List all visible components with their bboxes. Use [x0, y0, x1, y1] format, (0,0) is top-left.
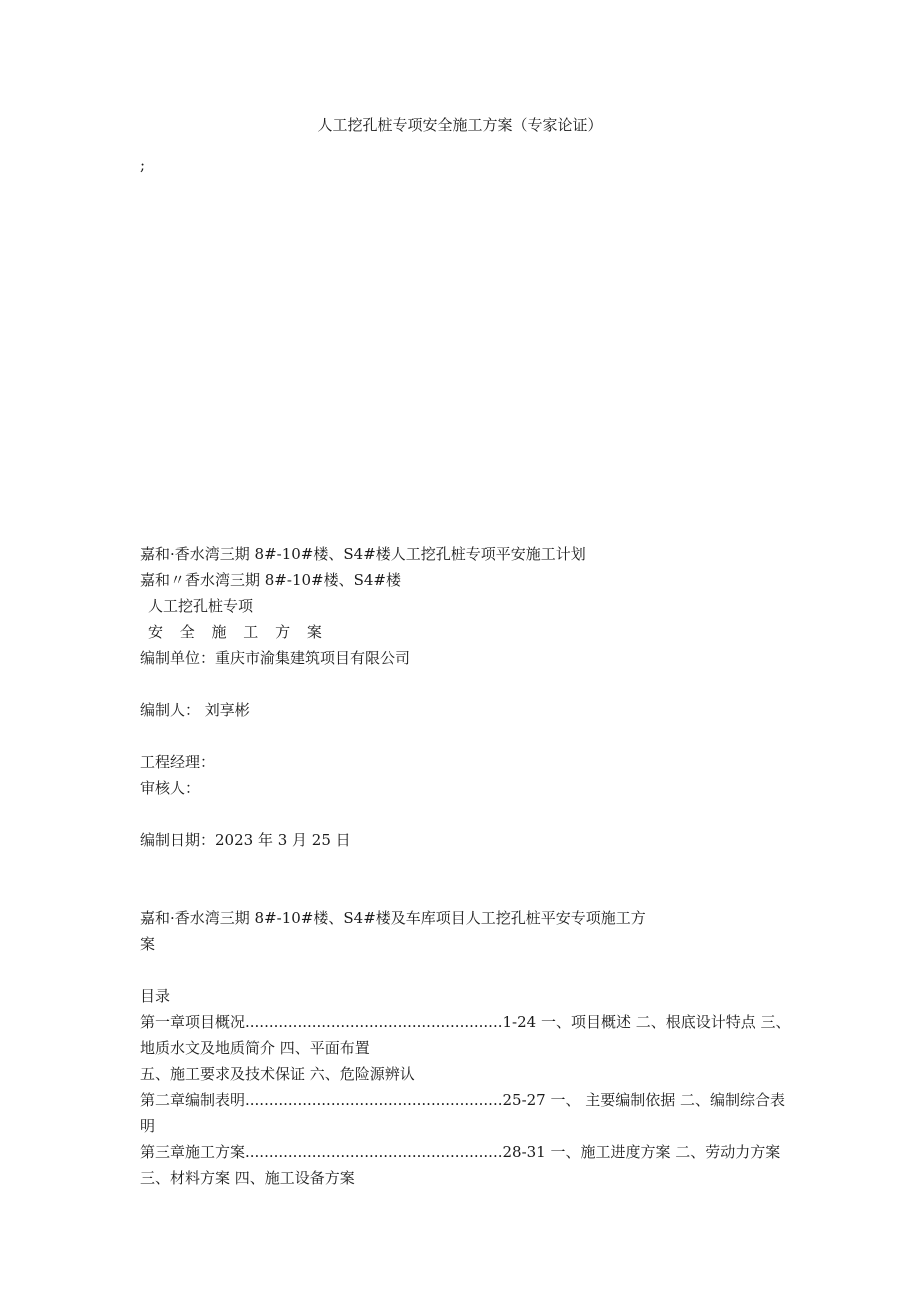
- compiling-unit: 编制单位：重庆市渝集建筑项目有限公司: [140, 649, 411, 667]
- toc-line: 地质水文及地质简介 四、平面布置: [140, 1039, 370, 1057]
- toc-line: 第一章项目概况......................................................1-24 一、项目概述 二、根底设计特点 三、: [140, 1013, 791, 1031]
- toc-line: 第二章编制表明......................................................25-27 一、 主要编制依据 二、编制综合表: [140, 1091, 786, 1109]
- toc-line: 第三章施工方案......................................................28-31 一、施工进度方案 二、劳动力方案: [140, 1143, 781, 1161]
- project-line: 嘉和·香水湾三期 8#-10#楼、S4#楼人工挖孔桩专项平安施工计划: [140, 545, 586, 563]
- toc-line: 五、施工要求及技术保证 六、危险源辨认: [140, 1065, 415, 1083]
- doc-title-line-1: 嘉和·香水湾三期 8#-10#楼、S4#楼及车库项目人工挖孔桩平安专项施工方: [140, 909, 646, 927]
- project-short: 嘉和〃香水湾三期 8#-10#楼、S4#楼: [140, 571, 401, 589]
- compiler: 编制人： 刘享彬: [140, 701, 250, 719]
- toc-heading: 目录: [140, 987, 171, 1005]
- toc-line: 三、材料方案 四、施工设备方案: [140, 1169, 355, 1187]
- toc-line: 明: [140, 1117, 156, 1135]
- reviewer: 审核人：: [140, 779, 201, 797]
- subtitle-1: 人工挖孔桩专项: [148, 597, 254, 615]
- document-title: 人工挖孔桩专项安全施工方案（专家论证）: [317, 116, 603, 134]
- compile-date: 编制日期：2023 年 3 月 25 日: [140, 831, 351, 849]
- doc-title-line-2: 案: [140, 935, 156, 953]
- project-manager: 工程经理：: [140, 753, 216, 771]
- semicolon-mark: ;: [140, 156, 146, 174]
- subtitle-2: 安 全 施 工 方 案: [148, 623, 328, 641]
